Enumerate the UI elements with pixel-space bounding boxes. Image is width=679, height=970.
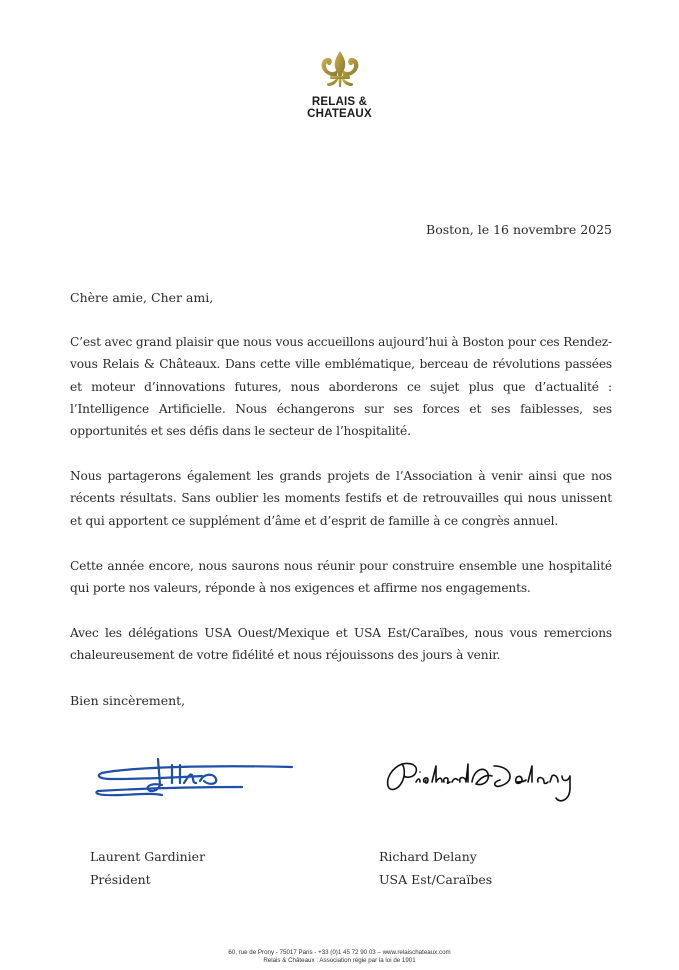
signatory-1-name: Laurent Gardinier xyxy=(90,849,206,864)
signatory-2-title: USA Est/Caraïbes xyxy=(379,871,493,887)
paragraph-2: Nous partagerons également les grands projets de l’Association à venir ainsi que nos récents résultats. Sans oublier les moments festifs et de retrouvailles qui nous unissent et qui apportent ce supplément d’âme et d’esprit de famille à ce congrès annuel. xyxy=(70,469,612,528)
letter-date: Boston, le 16 novembre 2025 xyxy=(426,222,612,237)
letter-footer xyxy=(0,949,679,965)
signatory-2-name: Richard Delany xyxy=(379,849,477,864)
footer-legal: Relais & Châteaux : Association régie par la loi de 1901 xyxy=(263,957,416,964)
salutation: Chère amie, Cher ami, xyxy=(70,290,214,305)
footer-address: 60, rue de Prony - 75017 Paris - +33 (0)1 45 72 90 03 – www.relaischateaux.com xyxy=(228,949,451,956)
logo-line-2: CHATEAUX xyxy=(307,108,372,120)
logo-line-1: RELAIS & xyxy=(311,96,368,108)
signature-richard-delany xyxy=(382,758,592,810)
paragraph-3: Cette année encore, nous saurons nous réunir pour construire ensemble une hospitalité qui porte nos valeurs, réponde à nos exigences et affirme nos engagements. xyxy=(70,559,612,596)
closing: Bien sincèrement, xyxy=(70,693,186,708)
paragraph-1: C’est avec grand plaisir que nous vous accueillons aujourd’hui à Boston pour ces Rendez-vous Relais & Châteaux. Dans cette ville emblématique, berceau de révolutions passées et moteur d’innovations futures, nous aborderons ce sujet plus que d’actualité : l’Intelligence Artificielle. Nous échangerons sur ses forces et ses faiblesses, ses opportunités et ses défis dans le secteur de l’hospitalité. xyxy=(70,335,612,439)
fleur-de-lis-icon xyxy=(317,50,363,92)
signatory-1-title: Président xyxy=(90,871,151,887)
relais-chateaux-logo xyxy=(0,50,679,120)
signature-laurent-gardinier xyxy=(92,755,302,805)
paragraph-4: Avec les délégations USA Ouest/Mexique et USA Est/Caraïbes, nous vous remercions chaleureusement de votre fidélité et nous réjouissons des jours à venir. xyxy=(70,626,612,663)
